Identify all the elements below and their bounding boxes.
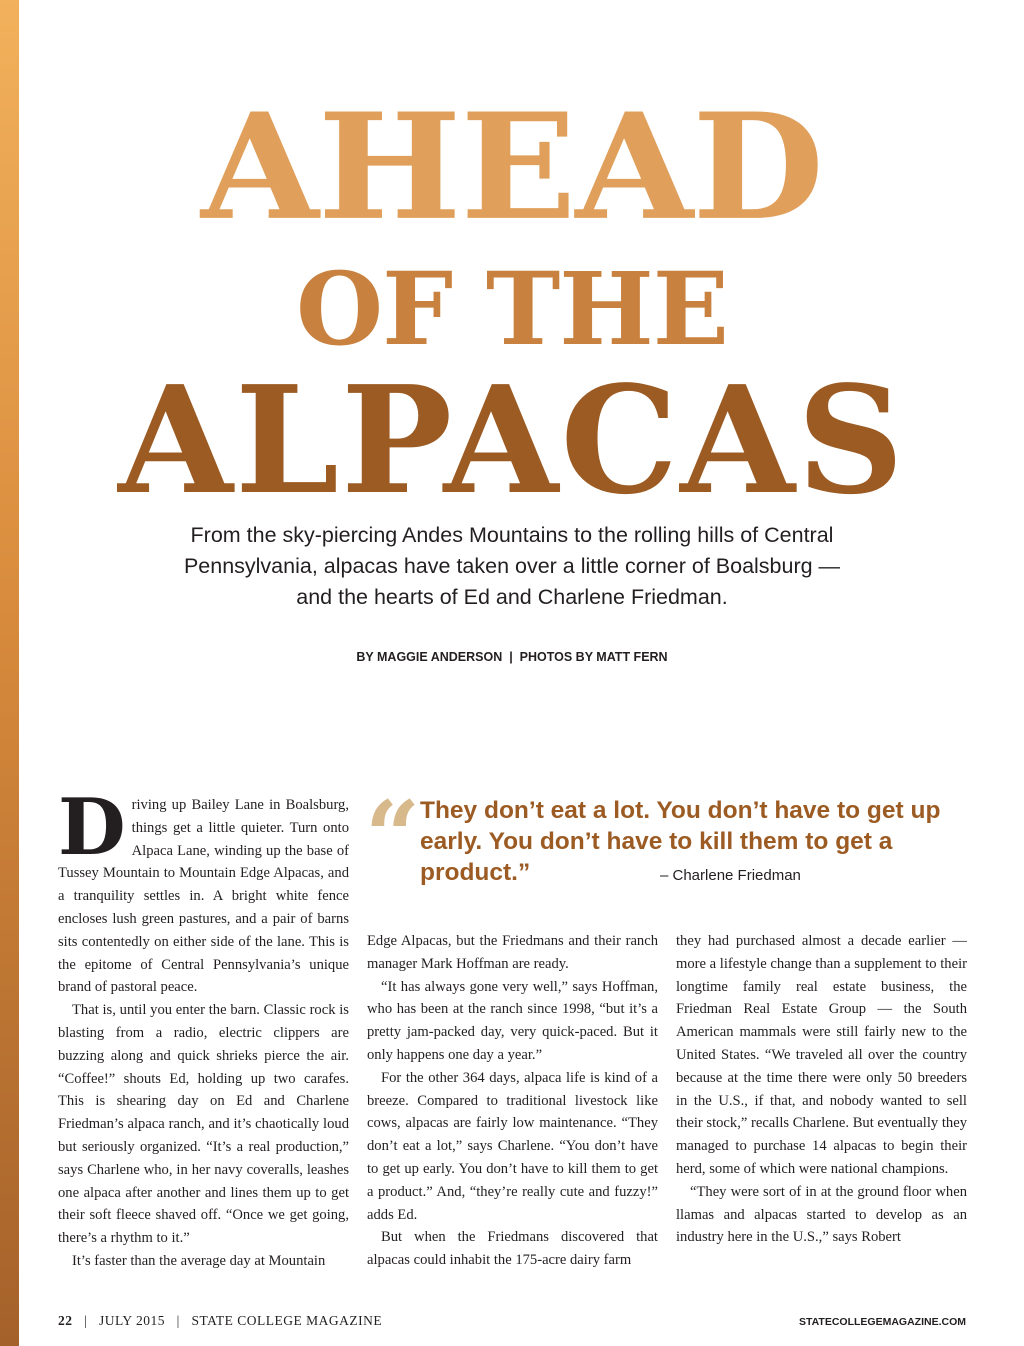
paragraph: “It has always gone very well,” says Hoffman, who has been at the ranch since 1998, “but it’s a pretty jam-packed day, very quick-paced. But it only happens one day a year.” bbox=[367, 978, 658, 1063]
body-column-1 bbox=[58, 782, 349, 1273]
body-column-2 bbox=[367, 930, 658, 1272]
pull-quote bbox=[365, 780, 965, 893]
folio-separator: | bbox=[176, 1313, 180, 1328]
folio bbox=[58, 1313, 382, 1329]
paragraph: they had purchased almost a decade earlier — more a lifestyle change than a supplement to their longtime family real estate business, the Friedman Real Estate Group — the South American mammals were still fairly new to the United States. “We traveled all over the country because at the time there were only 50 breeders in the U.S., if that, and nobody wanted to sell their stock,” recalls Charlene. But eventually they managed to purchase 14 alpacas to begin their herd, some of which were national champions. bbox=[676, 933, 967, 1177]
headline-line-3: ALPACAS bbox=[118, 353, 906, 527]
magazine-name: STATE COLLEGE MAGAZINE bbox=[191, 1313, 383, 1328]
byline bbox=[0, 650, 1024, 664]
headline-line-1: AHEAD bbox=[200, 80, 824, 253]
drop-cap: D bbox=[58, 782, 126, 873]
byline-photos: PHOTOS BY MATT FERN bbox=[519, 650, 668, 664]
folio-separator: | bbox=[84, 1313, 88, 1328]
issue-date: JULY 2015 bbox=[98, 1313, 165, 1328]
quote-mark-icon: “ bbox=[365, 780, 421, 893]
paragraph: “They were sort of in at the ground floor when llamas and alpacas started to develop as an industry here in the U.S.,” says Robert bbox=[676, 1183, 967, 1246]
paragraph: riving up Bailey Lane in Boalsburg, things get a little quieter. Turn onto Alpaca Lane, winding up the base of Tussey Mountain to Mountain Edge Alpacas, and a tranquility settles in. A bright white fence encloses lush green pastures, and a pair of barns sits contentedly on either side of the lane. This is the epitome of Central Pennsylvania’s unique brand of pastoral peace. bbox=[58, 797, 349, 996]
paragraph: Edge Alpacas, but the Friedmans and their ranch manager Mark Hoffman are ready. bbox=[367, 933, 658, 972]
paragraph: It’s faster than the average day at Mountain bbox=[72, 1252, 326, 1269]
pull-quote-attribution: – Charlene Friedman bbox=[660, 867, 801, 884]
body-column-3 bbox=[676, 930, 967, 1249]
page-number: 22 bbox=[58, 1313, 73, 1328]
byline-separator: | bbox=[509, 650, 513, 664]
byline-author: BY MAGGIE ANDERSON bbox=[356, 650, 503, 664]
paragraph: But when the Friedmans discovered that alpacas could inhabit the 175-acre dairy farm bbox=[367, 1229, 658, 1269]
headline-line-2: OF THE bbox=[295, 250, 729, 368]
pull-quote-text: They don’t eat a lot. You don’t have to get up early. You don’t have to kill them to get a product.” bbox=[420, 797, 941, 886]
paragraph: For the other 364 days, alpaca life is kind of a breeze. Compared to traditional livestock like cows, alpacas are fairly low maintenance. “They don’t eat a lot,” says Charlene. “You don’t have to get up early. You don’t have to kill them to get a product.” And, “they’re really cute and fuzzy!” adds Ed. bbox=[367, 1069, 658, 1223]
paragraph: That is, until you enter the barn. Classic rock is blasting from a radio, electric clippers are buzzing along and quick shrieks pierce the air. “Coffee!” shouts Ed, holding up two carafes. This is shearing day on Ed and Charlene Friedman’s alpaca ranch, and it’s chaotically loud but seriously organized. “It’s a real production,” says Charlene who, in her navy coveralls, leashes one alpaca after another and lines them up to get their soft fleece shaved off. “Once we get going, there’s a rhythm to it.” bbox=[58, 1002, 349, 1247]
website-url: STATECOLLEGEMAGAZINE.COM bbox=[798, 1316, 966, 1328]
article-deck: From the sky-piercing Andes Mountains to the rolling hills of Central Pennsylvania, alpacas have taken over a little corner of Boalsburg — and the hearts of Ed and Charlene Friedman. bbox=[183, 523, 841, 609]
